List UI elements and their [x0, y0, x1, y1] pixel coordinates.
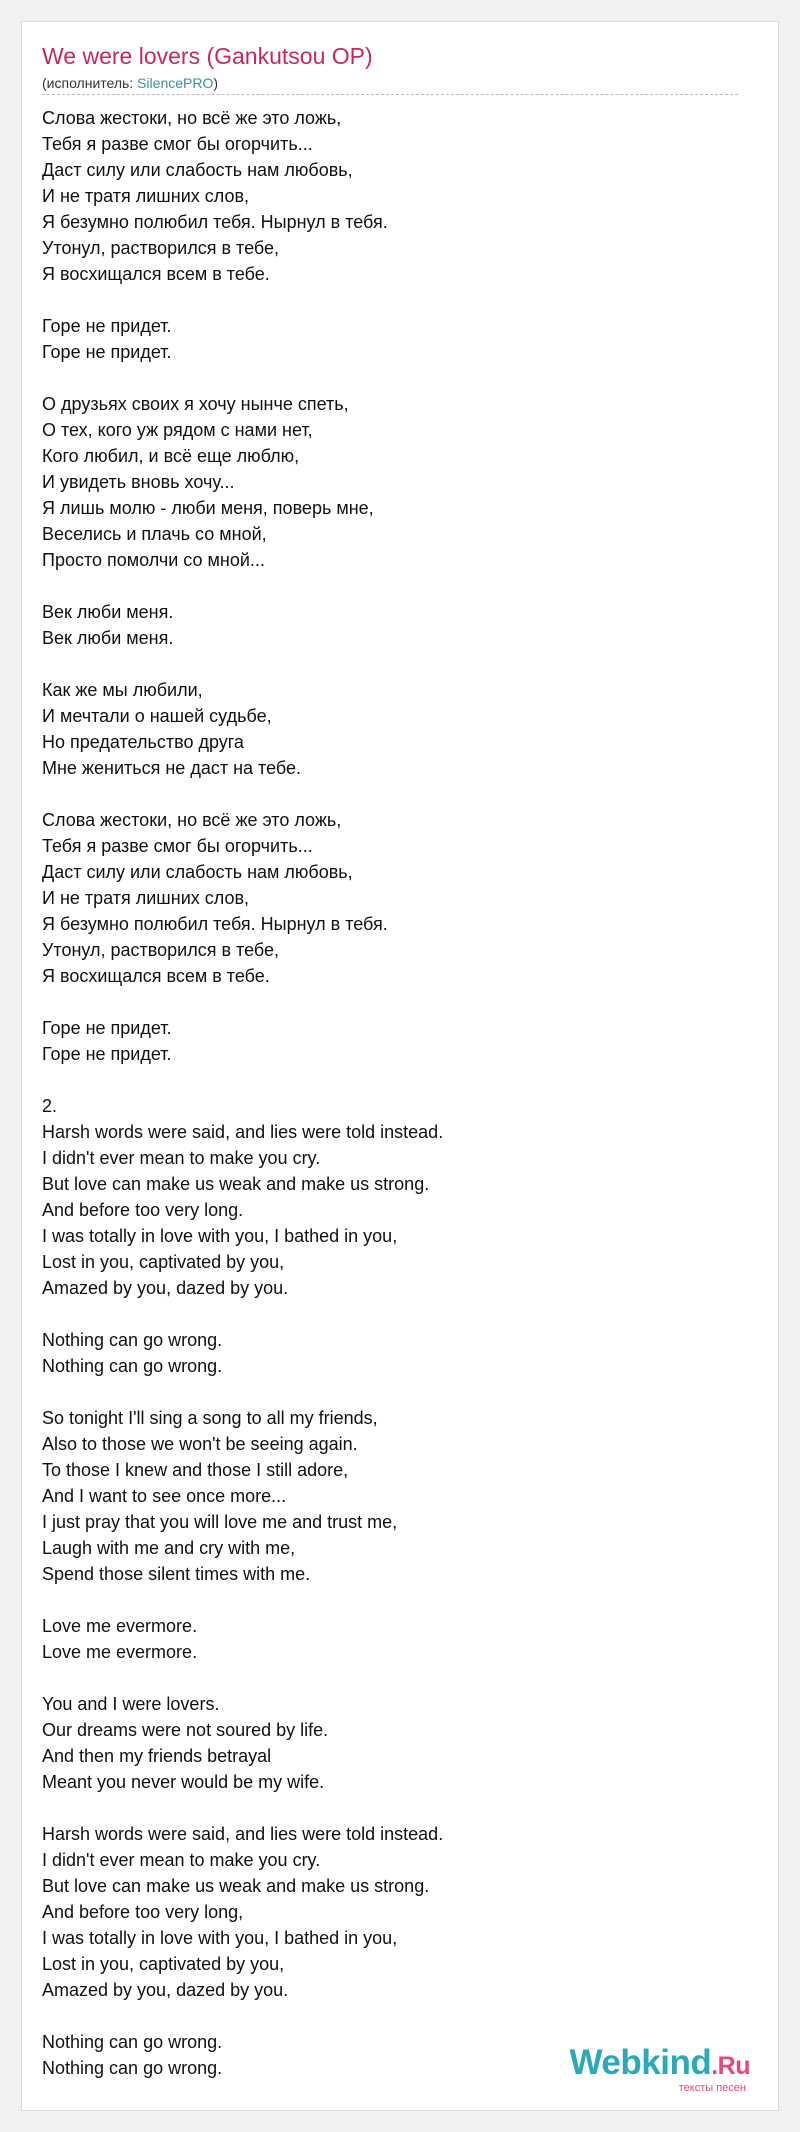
- lyric-line: Nothing can go wrong.: [42, 1330, 223, 1350]
- lyric-line: Мне жениться не даст на тебе.: [42, 758, 301, 778]
- lyric-line: И мечтали о нашей судьбе,: [42, 706, 272, 726]
- artist-suffix: ): [213, 75, 219, 91]
- lyric-line: Кого любил, и всё еще люблю,: [42, 446, 300, 466]
- lyric-line: Harsh words were said, and lies were told instead.: [42, 1122, 444, 1142]
- lyric-line: Я восхищался всем в тебе.: [42, 264, 270, 284]
- lyric-line: Laugh with me and cry with me,: [42, 1538, 296, 1558]
- lyric-line: Просто помолчи со мной...: [42, 550, 265, 570]
- lyric-line: I didn't ever mean to make you cry.: [42, 1850, 321, 1870]
- lyric-line: Amazed by you, dazed by you.: [42, 1278, 289, 1298]
- blank-line: [42, 1301, 742, 1327]
- title-divider: [42, 94, 738, 95]
- lyric-line: Утонул, растворился в тебе,: [42, 940, 280, 960]
- lyric-line: Harsh words were said, and lies were told instead.: [42, 1824, 444, 1844]
- lyric-line: You and I were lovers.: [42, 1694, 220, 1714]
- logo-tagline: тексты песен: [678, 2082, 746, 2094]
- blank-line: [42, 1795, 742, 1821]
- artist-link[interactable]: SilencePRO: [137, 75, 214, 91]
- lyric-line: Nothing can go wrong.: [42, 1356, 223, 1376]
- lyric-line: Даст силу или слабость нам любовь,: [42, 160, 353, 180]
- blank-line: [42, 365, 742, 391]
- lyrics-body: [42, 105, 742, 2081]
- blank-line: [42, 781, 742, 807]
- lyric-line: Горе не придет.: [42, 1044, 172, 1064]
- site-logo[interactable]: [570, 2045, 750, 2094]
- lyric-line: But love can make us weak and make us strong.: [42, 1174, 430, 1194]
- lyric-line: Я восхищался всем в тебе.: [42, 966, 270, 986]
- lyric-line: And before too very long.: [42, 1200, 244, 1220]
- lyric-line: Also to those we won't be seeing again.: [42, 1434, 358, 1454]
- lyric-line: Веселись и плачь со мной,: [42, 524, 267, 544]
- lyric-line: I was totally in love with you, I bathed in you,: [42, 1928, 398, 1948]
- blank-line: [42, 1067, 742, 1093]
- lyric-line: Как же мы любили,: [42, 680, 203, 700]
- lyric-line: To those I knew and those I still adore,: [42, 1460, 349, 1480]
- lyric-line: Spend those silent times with me.: [42, 1564, 311, 1584]
- lyric-line: О друзьях своих я хочу нынче спеть,: [42, 394, 349, 414]
- lyric-line: Горе не придет.: [42, 316, 172, 336]
- lyric-line: Век люби меня.: [42, 602, 174, 622]
- lyric-line: Our dreams were not soured by life.: [42, 1720, 329, 1740]
- lyric-line: Век люби меня.: [42, 628, 174, 648]
- lyric-line: I just pray that you will love me and trust me,: [42, 1512, 398, 1532]
- lyric-line: Утонул, растворился в тебе,: [42, 238, 280, 258]
- lyric-line: Но предательство друга: [42, 732, 244, 752]
- lyric-line: I was totally in love with you, I bathed in you,: [42, 1226, 398, 1246]
- lyric-line: Горе не придет.: [42, 342, 172, 362]
- lyric-line: О тех, кого уж рядом с нами нет,: [42, 420, 313, 440]
- lyric-line: И не тратя лишних слов,: [42, 186, 250, 206]
- logo-tld: .Ru: [711, 2052, 750, 2080]
- lyrics-card: [21, 21, 779, 2111]
- lyric-line: Я безумно полюбил тебя. Нырнул в тебя.: [42, 212, 388, 232]
- blank-line: [42, 1665, 742, 1691]
- artist-line: [42, 74, 218, 92]
- lyric-line: Я лишь молю - люби меня, поверь мне,: [42, 498, 374, 518]
- blank-line: [42, 287, 742, 313]
- lyric-line: Слова жестоки, но всё же это ложь,: [42, 810, 342, 830]
- blank-line: [42, 573, 742, 599]
- blank-line: [42, 651, 742, 677]
- blank-line: [42, 989, 742, 1015]
- lyric-line: Слова жестоки, но всё же это ложь,: [42, 108, 342, 128]
- lyric-line: And before too very long,: [42, 1902, 244, 1922]
- lyric-line: Даст силу или слабость нам любовь,: [42, 862, 353, 882]
- lyric-line: But love can make us weak and make us strong.: [42, 1876, 430, 1896]
- blank-line: [42, 2003, 742, 2029]
- song-title: We were lovers (Gankutsou OP): [42, 43, 373, 69]
- lyric-line: Горе не придет.: [42, 1018, 172, 1038]
- lyric-line: Nothing can go wrong.: [42, 2058, 223, 2078]
- lyric-line: 2.: [42, 1096, 58, 1116]
- lyric-line: Nothing can go wrong.: [42, 2032, 223, 2052]
- lyric-line: Lost in you, captivated by you,: [42, 1954, 285, 1974]
- blank-line: [42, 1379, 742, 1405]
- lyric-line: И увидеть вновь хочу...: [42, 472, 235, 492]
- lyric-line: So tonight I'll sing a song to all my friends,: [42, 1408, 378, 1428]
- lyric-line: I didn't ever mean to make you cry.: [42, 1148, 321, 1168]
- lyric-line: Love me evermore.: [42, 1642, 198, 1662]
- logo-name: Webkind: [569, 2043, 712, 2082]
- lyric-line: And then my friends betrayal: [42, 1746, 272, 1766]
- blank-line: [42, 1587, 742, 1613]
- lyric-line: Amazed by you, dazed by you.: [42, 1980, 289, 2000]
- lyric-line: Тебя я разве смог бы огорчить...: [42, 134, 313, 154]
- lyric-line: Meant you never would be my wife.: [42, 1772, 325, 1792]
- lyric-line: Love me evermore.: [42, 1616, 198, 1636]
- lyric-line: And I want to see once more...: [42, 1486, 287, 1506]
- artist-prefix: (исполнитель:: [42, 75, 138, 91]
- lyric-line: Lost in you, captivated by you,: [42, 1252, 285, 1272]
- lyric-line: И не тратя лишних слов,: [42, 888, 250, 908]
- lyric-line: Я безумно полюбил тебя. Нырнул в тебя.: [42, 914, 388, 934]
- lyric-line: Тебя я разве смог бы огорчить...: [42, 836, 313, 856]
